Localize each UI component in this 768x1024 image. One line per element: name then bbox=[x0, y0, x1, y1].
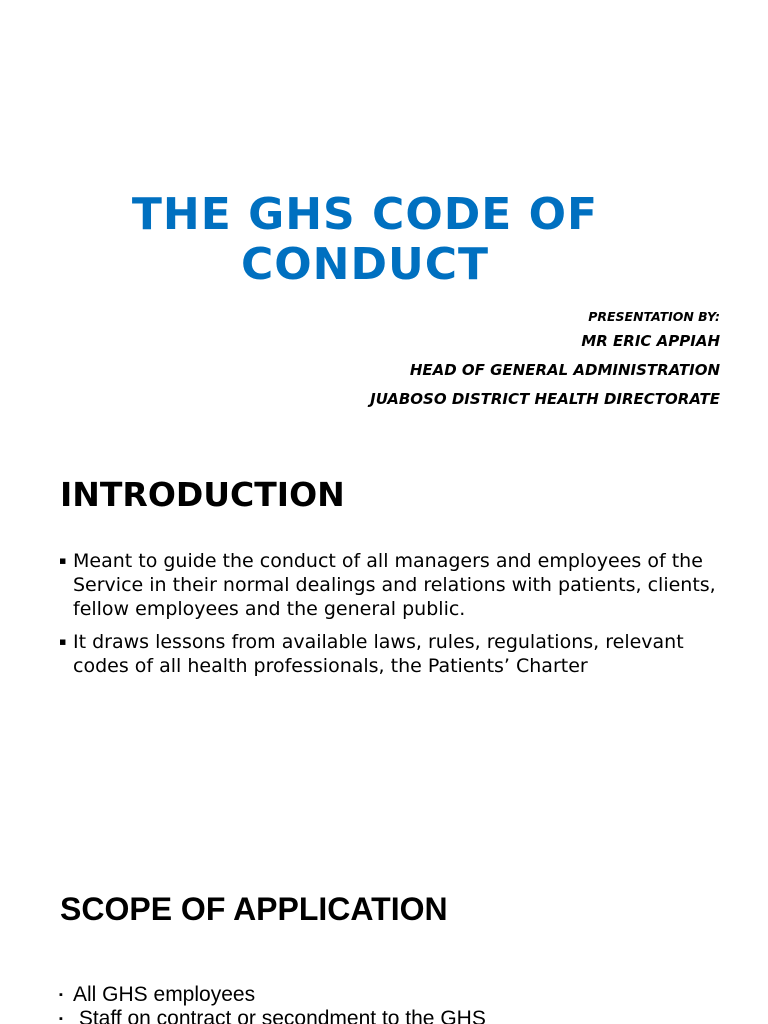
presenter-position: HEAD OF GENERAL ADMINISTRATION bbox=[409, 361, 720, 379]
list-item bbox=[59, 630, 719, 678]
scope-heading: SCOPE OF APPLICATION bbox=[60, 891, 448, 927]
list-item bbox=[59, 549, 719, 621]
presenter-organization: JUABOSO DISTRICT HEALTH DIRECTORATE bbox=[370, 390, 720, 408]
presenter-name: MR ERIC APPIAH bbox=[581, 332, 720, 350]
introduction-heading: INTRODUCTION bbox=[60, 475, 345, 514]
introduction-slide bbox=[0, 432, 768, 842]
list-item bbox=[59, 983, 719, 1007]
title-slide bbox=[0, 0, 768, 432]
scope-bullet-list bbox=[59, 983, 719, 1024]
list-item bbox=[59, 1007, 719, 1024]
presentation-title: THE GHS CODE OF CONDUCT bbox=[131, 189, 599, 290]
bullet-text: It draws lessons from available laws, rules, regulations, relevant codes of all health professionals, the Patients’ Charter bbox=[73, 631, 684, 677]
square-bullet-icon: ▪ bbox=[59, 635, 67, 648]
square-bullet-icon: ▪ bbox=[59, 989, 63, 1001]
scope-slide bbox=[0, 842, 768, 1024]
square-bullet-icon: ▪ bbox=[59, 554, 67, 567]
presented-by-label: PRESENTATION BY: bbox=[588, 309, 720, 324]
square-bullet-icon: ▪ bbox=[59, 1013, 63, 1024]
introduction-bullet-list bbox=[59, 549, 719, 687]
bullet-text: Staff on contract or secondment to the GHS bbox=[73, 1007, 486, 1024]
bullet-text: All GHS employees bbox=[73, 983, 256, 1006]
presenter-info bbox=[370, 307, 720, 414]
bullet-text: Meant to guide the conduct of all managers and employees of the Service in their normal dealings and relations with patients, clients, fellow employees and the general public. bbox=[73, 550, 716, 620]
